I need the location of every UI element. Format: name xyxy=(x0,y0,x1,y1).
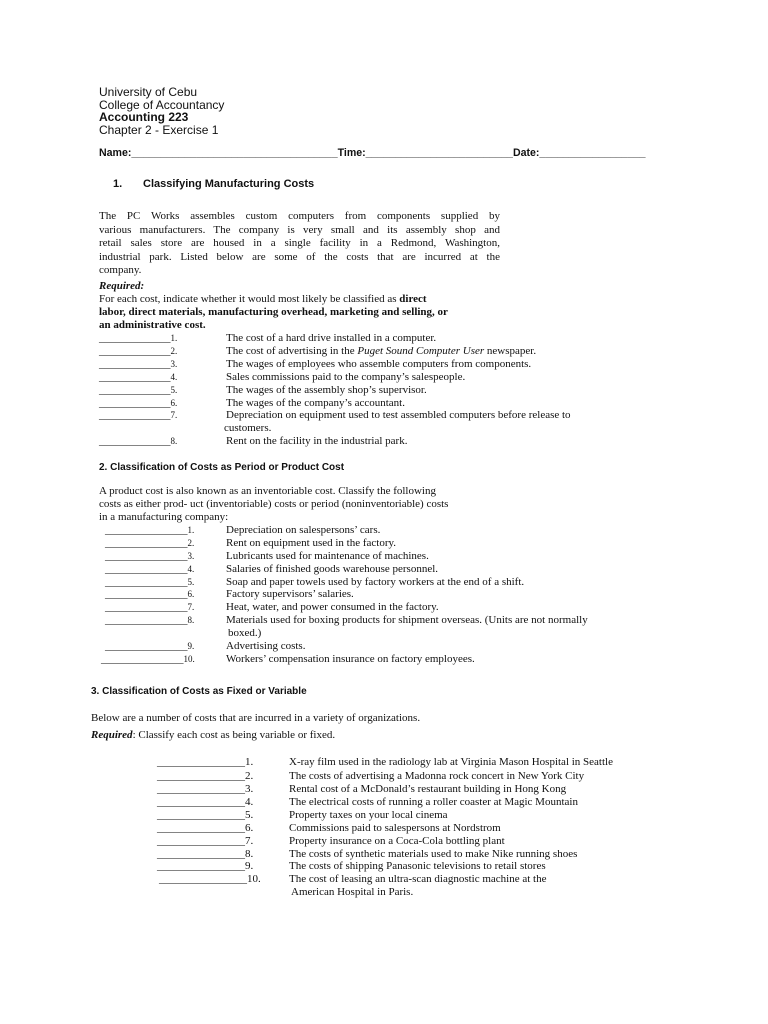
section3-intro: Below are a number of costs that are incurred in a variety of organizations. xyxy=(91,712,421,724)
list-item xyxy=(157,822,253,835)
list-item xyxy=(99,435,177,448)
item-number: 6. xyxy=(187,589,195,599)
item-text: Rental cost of a McDonald’s restaurant building in Hong Kong xyxy=(289,783,567,795)
required-label: Required xyxy=(91,729,133,741)
item-text: The electrical costs of running a roller coaster at Magic Mountain xyxy=(289,796,578,808)
college-name: College of Accountancy xyxy=(99,98,225,112)
item-text: Advertising costs. xyxy=(226,640,306,652)
list-item xyxy=(105,524,194,537)
item-text-part: newspaper. xyxy=(484,345,537,357)
section2-title: 2. Classification of Costs as Period or Product Cost xyxy=(99,462,345,473)
required-text: : Classify each cost as being variable or fixed. xyxy=(132,729,336,741)
item-text: The wages of the assembly shop’s supervisor. xyxy=(226,384,427,396)
item-number: 4. xyxy=(187,564,195,574)
answer-blank: ________________ xyxy=(157,756,245,768)
answer-blank: _____________ xyxy=(99,409,171,421)
item-number: 8. xyxy=(187,615,195,625)
item-text xyxy=(226,345,536,358)
answer-blank: ________________ xyxy=(157,783,245,795)
list-item xyxy=(99,345,177,358)
answer-blank: ________________ xyxy=(157,796,245,808)
list-item xyxy=(157,835,253,848)
item-text: The costs of shipping Panasonic televisions to retail stores xyxy=(289,860,546,872)
item-text: The cost of a hard drive installed in a computer. xyxy=(226,332,437,344)
answer-blank: _______________ xyxy=(105,588,188,600)
item-text: Workers’ compensation insurance on factory employees. xyxy=(226,653,475,665)
item-number: 6. xyxy=(170,398,178,408)
item-text: Depreciation on salespersons’ cars. xyxy=(226,524,381,536)
para-line: retail sales store are housed in a single facility in a Redmond, Washington, xyxy=(99,237,500,250)
answer-blank: _______________ xyxy=(105,537,188,549)
item-text: Property taxes on your local cinema xyxy=(289,809,448,821)
item-text: Property insurance on a Coca-Cola bottling plant xyxy=(289,835,505,847)
answer-blank: _______________ xyxy=(105,550,188,562)
answer-blank: ________________ xyxy=(159,873,247,885)
item-text-italic: Puget Sound Computer User xyxy=(357,345,485,357)
answer-blank: _____________ xyxy=(99,384,171,396)
item-number: 4. xyxy=(245,796,254,808)
item-text: The costs of synthetic materials used to make Nike running shoes xyxy=(289,848,578,860)
answer-blank: ________________ xyxy=(157,809,245,821)
item-number: 7. xyxy=(187,602,195,612)
item-number: 5. xyxy=(245,809,254,821)
list-item xyxy=(105,537,194,550)
item-number: 5. xyxy=(170,385,178,395)
list-item xyxy=(105,563,194,576)
list-item xyxy=(105,640,194,653)
section3-title: 3. Classification of Costs as Fixed or Variable xyxy=(91,686,307,697)
answer-blank: ________________ xyxy=(157,835,245,847)
para-line: A product cost is also known as an inventoriable cost. Classify the following xyxy=(99,485,436,497)
item-number: 4. xyxy=(170,372,178,382)
name-time-date-line: Name:___________________________________Time:_________________________Date:__________________ xyxy=(99,147,646,159)
item-number: 1. xyxy=(170,333,178,343)
list-item xyxy=(157,860,253,873)
item-text-continued: boxed.) xyxy=(228,627,262,639)
answer-blank: _____________ xyxy=(99,358,171,370)
item-number: 10. xyxy=(183,654,195,664)
list-item xyxy=(157,809,253,822)
list-item xyxy=(105,588,194,601)
answer-blank: _______________ xyxy=(101,653,184,665)
answer-blank: _______________ xyxy=(105,524,188,536)
answer-blank: ________________ xyxy=(157,860,245,872)
item-number: 2. xyxy=(245,770,254,782)
item-text: The wages of employees who assemble computers from components. xyxy=(226,358,532,370)
list-item xyxy=(99,371,177,384)
section1-number: 1. xyxy=(113,178,123,190)
item-number: 1. xyxy=(187,525,195,535)
item-text-continued: American Hospital in Paris. xyxy=(291,886,414,898)
item-number: 3. xyxy=(170,359,178,369)
instruction-text: For each cost, indicate whether it would most likely be classified as xyxy=(99,293,400,305)
chapter-title: Chapter 2 - Exercise 1 xyxy=(99,123,219,137)
para-line: in a manufacturing company: xyxy=(99,511,229,523)
item-number: 3. xyxy=(187,551,195,561)
section1-paragraph xyxy=(99,210,500,278)
section2-paragraph xyxy=(99,485,448,524)
item-text: X-ray film used in the radiology lab at Virginia Mason Hospital in Seattle xyxy=(289,756,613,768)
item-text: Commissions paid to salespersons at Nordstrom xyxy=(289,822,501,834)
item-number: 10. xyxy=(247,873,261,885)
item-text-part: The cost of advertising in the xyxy=(226,345,358,357)
item-number: 8. xyxy=(170,436,178,446)
section1-instruction-line3: an administrative cost. xyxy=(99,319,206,331)
answer-blank: _______________ xyxy=(105,563,188,575)
section1-instruction-line2: labor, direct materials, manufacturing overhead, marketing and selling, or xyxy=(99,306,448,318)
answer-blank: _______________ xyxy=(105,601,188,613)
item-text: Depreciation on equipment used to test assembled computers before release to xyxy=(226,409,571,421)
answer-blank: ________________ xyxy=(157,770,245,782)
section3-required xyxy=(91,729,335,741)
answer-blank: _______________ xyxy=(105,640,188,652)
item-text: Heat, water, and power consumed in the factory. xyxy=(226,601,439,613)
list-item xyxy=(157,796,253,809)
item-number: 3. xyxy=(245,783,254,795)
answer-blank: _______________ xyxy=(105,576,188,588)
item-number: 7. xyxy=(245,835,254,847)
list-item xyxy=(157,770,253,783)
list-item xyxy=(99,358,177,371)
section1-title: Classifying Manufacturing Costs xyxy=(143,178,315,190)
item-text: Rent on equipment used in the factory. xyxy=(226,537,397,549)
item-text: The cost of leasing an ultra-scan diagnostic machine at the xyxy=(289,873,547,885)
item-text: Sales commissions paid to the company’s salespeople. xyxy=(226,371,466,383)
item-number: 1. xyxy=(245,756,254,768)
para-line: various manufacturers. The company is very small and its assembly shop and xyxy=(99,223,500,236)
para-line: industrial park. Listed below are some of the costs that are incurred at the xyxy=(99,250,500,263)
item-text: Lubricants used for maintenance of machines. xyxy=(226,550,429,562)
section1-required-label: Required: xyxy=(99,280,145,292)
answer-blank: ________________ xyxy=(157,848,245,860)
answer-blank: _____________ xyxy=(99,435,171,447)
university-name: University of Cebu xyxy=(99,85,198,99)
list-item xyxy=(157,756,253,769)
item-number: 9. xyxy=(187,641,195,651)
answer-blank: _____________ xyxy=(99,345,171,357)
answer-blank: _____________ xyxy=(99,332,171,344)
list-item xyxy=(101,653,195,666)
item-number: 7. xyxy=(170,410,178,420)
instruction-bold-text: direct xyxy=(399,293,427,305)
list-item xyxy=(105,601,194,614)
item-text: Soap and paper towels used by factory workers at the end of a shift. xyxy=(226,576,525,588)
item-number: 5. xyxy=(187,577,195,587)
answer-blank: ________________ xyxy=(157,822,245,834)
item-number: 8. xyxy=(245,848,254,860)
answer-blank: _____________ xyxy=(99,371,171,383)
item-text: Salaries of finished goods warehouse personnel. xyxy=(226,563,439,575)
list-item xyxy=(105,614,194,627)
answer-blank: _______________ xyxy=(105,614,188,626)
course-title: Accounting 223 xyxy=(99,110,189,124)
list-item xyxy=(99,332,177,345)
item-text: The wages of the company’s accountant. xyxy=(226,397,405,409)
answer-blank: _____________ xyxy=(99,397,171,409)
list-item xyxy=(105,550,194,563)
list-item xyxy=(157,783,253,796)
list-item xyxy=(99,384,177,397)
item-text: Materials used for boxing products for shipment overseas. (Units are not normally xyxy=(226,614,588,626)
item-text: The costs of advertising a Madonna rock concert in New York City xyxy=(289,770,585,782)
list-item xyxy=(99,409,177,422)
item-text-continued: customers. xyxy=(224,422,272,434)
section1-instruction-line1 xyxy=(99,293,427,305)
item-number: 2. xyxy=(187,538,195,548)
para-line: company. xyxy=(99,264,142,277)
para-line: costs as either prod- uct (inventoriable) costs or period (noninventoriable) costs xyxy=(99,498,449,510)
item-number: 9. xyxy=(245,860,254,872)
item-text: Factory supervisors’ salaries. xyxy=(226,588,354,600)
item-text: Rent on the facility in the industrial park. xyxy=(226,435,408,447)
item-number: 2. xyxy=(170,346,178,356)
list-item xyxy=(159,873,261,886)
item-number: 6. xyxy=(245,822,254,834)
para-line: The PC Works assembles custom computers from components supplied by xyxy=(99,210,500,222)
